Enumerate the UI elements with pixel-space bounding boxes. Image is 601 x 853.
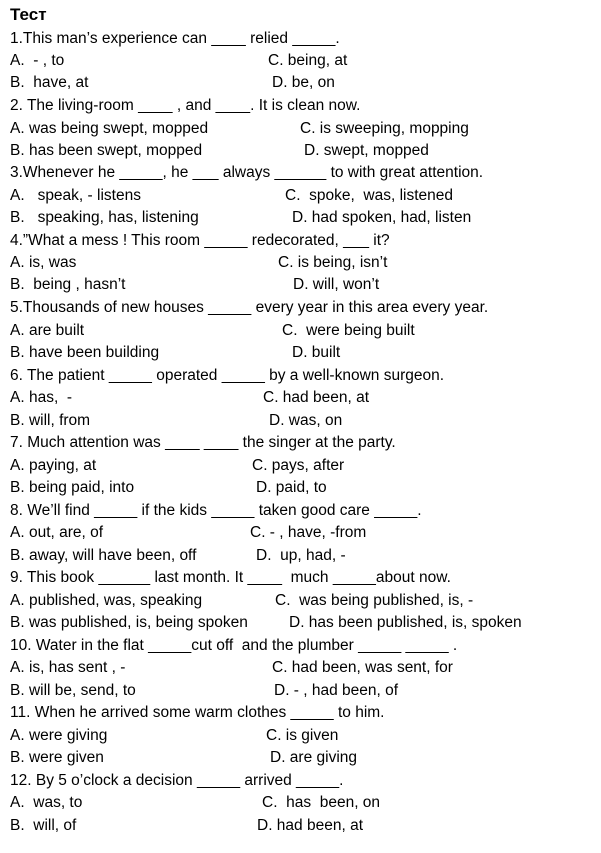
answer-row	[10, 252, 600, 274]
answer-option: A. published, was, speaking	[10, 592, 203, 609]
answer-option: B. will, from	[10, 412, 91, 429]
answer-row	[10, 207, 600, 229]
answer-row	[10, 725, 600, 747]
question-text: 2. The living-room ____ , and ____. It is clean now.	[10, 97, 361, 114]
answer-option: B. will, of	[10, 817, 77, 834]
question-text: 3.Whenever he _____, he ___ always ______ to with great attention.	[10, 164, 484, 181]
answer-option: B. were given	[10, 749, 104, 766]
answer-row	[10, 387, 600, 409]
answer-row	[10, 590, 600, 612]
answer-row	[10, 612, 600, 634]
answer-row	[10, 342, 600, 364]
answer-option: A. - , to	[10, 52, 65, 69]
answer-option: D. paid, to	[256, 479, 327, 496]
page-title: Тест	[10, 5, 47, 24]
answer-option: D. are giving	[270, 749, 358, 766]
answer-row	[10, 118, 600, 140]
answer-option: B. speaking, has, listening	[10, 209, 199, 226]
question-text: 12. By 5 o’clock a decision _____ arrived _____.	[10, 772, 344, 789]
answer-option: B. has been swept, mopped	[10, 142, 203, 159]
answer-row	[10, 274, 600, 296]
answer-row	[10, 72, 600, 94]
answer-row	[10, 320, 600, 342]
answer-option: D. had been, at	[257, 817, 363, 834]
answer-option: D. - , had been, of	[274, 682, 399, 699]
question-text: 4.”What a mess ! This room _____ redecorated, ___ it?	[10, 232, 390, 249]
answer-row	[10, 657, 600, 679]
answer-option: C. was being published, is, -	[275, 592, 474, 609]
answer-option: C. being, at	[268, 52, 348, 69]
answer-option: D. be, on	[272, 74, 335, 91]
answer-option: D. built	[292, 344, 341, 361]
answer-option: D. swept, mopped	[304, 142, 429, 159]
answer-option: A. was, to	[10, 794, 83, 811]
answer-option: C. is given	[266, 727, 339, 744]
answer-option: B. have been building	[10, 344, 160, 361]
answer-option: C. had been, at	[263, 389, 369, 406]
answer-option: A. was being swept, mopped	[10, 120, 209, 137]
question-text: 7. Much attention was ____ ____ the singer at the party.	[10, 434, 396, 451]
answer-option: B. was published, is, being spoken	[10, 614, 248, 631]
question-text: 1.This man’s experience can ____ relied _____.	[10, 30, 340, 47]
answer-option: B. away, will have been, off	[10, 547, 197, 564]
answer-row	[10, 50, 600, 72]
answer-row	[10, 815, 600, 837]
answer-option: C. is sweeping, mopping	[300, 120, 469, 137]
answer-option: A. has, -	[10, 389, 73, 406]
answer-row	[10, 545, 600, 567]
answer-row	[10, 747, 600, 769]
answer-option: C. spoke, was, listened	[285, 187, 453, 204]
answer-option: A. is, was	[10, 254, 77, 271]
answer-option: C. - , have, -from	[250, 524, 367, 541]
answer-option: A. paying, at	[10, 457, 97, 474]
answer-option: A. are built	[10, 322, 85, 339]
answer-option: A. were giving	[10, 727, 108, 744]
answer-row	[10, 140, 600, 162]
answer-option: B. being , hasn’t	[10, 276, 126, 293]
answer-row	[10, 680, 600, 702]
answer-row	[10, 410, 600, 432]
answer-option: C. had been, was sent, for	[272, 659, 453, 676]
answer-option: C. has been, on	[262, 794, 381, 811]
answer-option: D. was, on	[269, 412, 343, 429]
answer-option: D. has been published, is, spoken	[289, 614, 522, 631]
answer-option: B. being paid, into	[10, 479, 135, 496]
answer-option: A. out, are, of	[10, 524, 104, 541]
answer-option: C. is being, isn’t	[278, 254, 388, 271]
answer-option: C. were being built	[282, 322, 415, 339]
answer-row	[10, 455, 600, 477]
answer-option: D. will, won’t	[293, 276, 380, 293]
answer-option: B. will be, send, to	[10, 682, 136, 699]
answer-row	[10, 792, 600, 814]
question-text: 10. Water in the flat _____cut off and the plumber _____ _____ .	[10, 637, 458, 654]
answer-option: A. speak, - listens	[10, 187, 141, 204]
question-text: 11. When he arrived some warm clothes _____ to him.	[10, 704, 385, 721]
question-text: 8. We’ll find _____ if the kids _____ taken good care _____.	[10, 502, 422, 519]
answer-row	[10, 477, 600, 499]
answer-row	[10, 185, 600, 207]
answer-row	[10, 522, 600, 544]
question-text: 5.Thousands of new houses _____ every year in this area every year.	[10, 299, 489, 316]
answer-option: B. have, at	[10, 74, 89, 91]
answer-option: D. had spoken, had, listen	[292, 209, 472, 226]
answer-option: C. pays, after	[252, 457, 345, 474]
answer-option: A. is, has sent , -	[10, 659, 126, 676]
question-text: 9. This book ______ last month. It ____ much _____about now.	[10, 569, 451, 586]
answer-option: D. up, had, -	[256, 547, 346, 564]
question-text: 6. The patient _____ operated _____ by a well-known surgeon.	[10, 367, 445, 384]
